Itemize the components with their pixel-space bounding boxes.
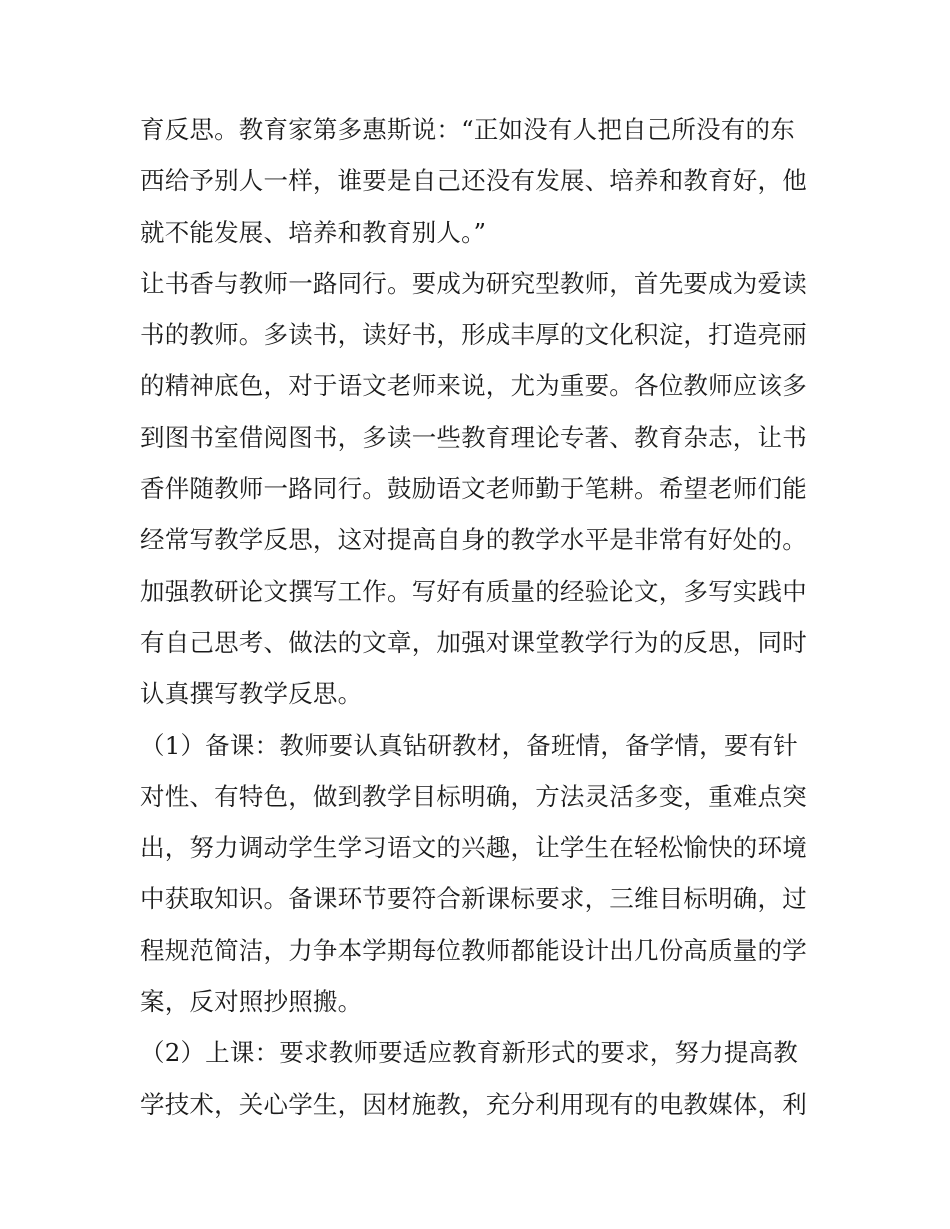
text-line: 有自己思考、做法的文章，加强对课堂教学行为的反思，同时: [140, 627, 807, 657]
text-line: 到图书室借阅图书，多读一些教育理论专著、教育杂志，让书: [140, 422, 807, 452]
text-line: 加强教研论文撰写工作。写好有质量的经验论文，多写实践中: [140, 576, 807, 606]
text-line: （2）上课：要求教师要适应教育新形式的要求，努力提高教: [140, 1038, 798, 1068]
text-line: 对性、有特色，做到教学目标明确，方法灵活多变，重难点突: [140, 781, 807, 811]
text-line: 就不能发展、培养和教育别人。”: [140, 217, 487, 247]
text-line: 经常写教学反思，这对提高自身的教学水平是非常有好处的。: [140, 525, 807, 555]
body-text: [140, 104, 820, 1130]
text-line: 西给予别人一样，谁要是自己还没有发展、培养和教育好，他: [140, 166, 807, 196]
text-line: 香伴随教师一路同行。鼓励语文老师勤于笔耕。希望老师们能: [140, 474, 807, 504]
text-line: 中获取知识。备课环节要符合新课标要求，三维目标明确，过: [140, 884, 807, 914]
text-line: （1）备课：教师要认真钻研教材，备班情，备学情，要有针: [140, 730, 798, 760]
text-line: 案，反对照抄照搬。: [140, 987, 363, 1017]
text-line: 认真撰写教学反思。: [140, 679, 363, 709]
text-line: 育反思。教育家第多惠斯说：“正如没有人把自己所没有的东: [140, 115, 795, 144]
text-line: 的精神底色，对于语文老师来说，尤为重要。各位教师应该多: [140, 371, 807, 401]
text-line: 书的教师。多读书，读好书，形成丰厚的文化积淀，打造亮丽: [140, 320, 807, 350]
text-line: 程规范简洁，力争本学期每位教师都能设计出几份高质量的学: [140, 935, 807, 965]
text-line: 让书香与教师一路同行。要成为研究型教师，首先要成为爱读: [140, 268, 807, 298]
text-line: 学技术，关心学生，因材施教，充分利用现有的电教媒体，利: [140, 1089, 807, 1119]
text-line: 出，努力调动学生学习语文的兴趣，让学生在轻松愉快的环境: [140, 833, 807, 863]
